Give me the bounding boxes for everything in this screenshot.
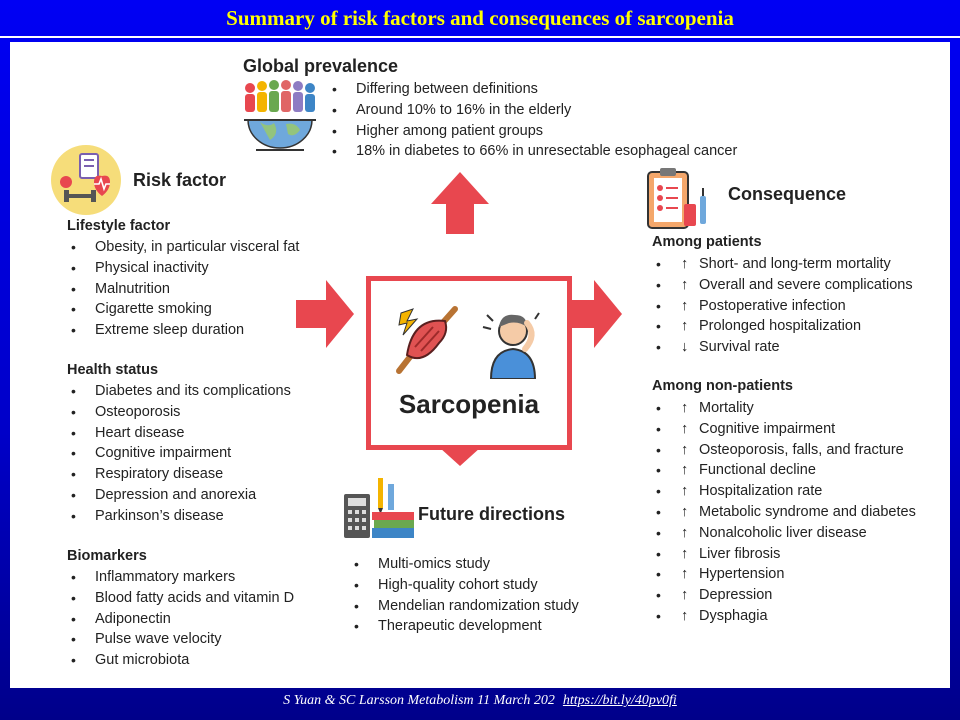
future-directions-title: Future directions: [418, 504, 566, 524]
up-arrow-icon: ↑: [681, 483, 689, 500]
list-item-text: Postoperative infection: [699, 297, 846, 314]
among-patients-title: Among patients: [652, 234, 762, 250]
list-item-text: Survival rate: [699, 339, 780, 356]
consequence-title: Consequence: [728, 184, 847, 204]
list-item: • Malnutrition: [67, 279, 299, 300]
up-arrow-icon: ↑: [681, 607, 689, 624]
list-item: • Higher among patient groups: [328, 121, 737, 142]
up-arrow-icon: ↑: [681, 462, 689, 479]
list-item: • Respiratory disease: [67, 464, 291, 485]
list-item-text: Mortality: [699, 400, 754, 416]
global-prevalence-title: Global prevalence: [243, 56, 399, 76]
list-item: [652, 337, 913, 358]
up-arrow-icon: ↑: [681, 441, 689, 458]
lifestyle-factor-title: Lifestyle factor: [67, 218, 171, 234]
list-item: [652, 544, 916, 565]
health-status-title: Health status: [67, 362, 159, 378]
future-directions-list: [350, 554, 579, 637]
among-non-patients-title: Among non-patients: [652, 378, 793, 394]
person-pain-icon: [479, 305, 547, 379]
list-item-text: Hypertension: [699, 566, 785, 583]
list-item: • Blood fatty acids and vitamin D: [67, 588, 294, 609]
diagram-panel: [10, 42, 950, 688]
list-item: • Multi-omics study: [350, 554, 579, 575]
up-arrow-icon: ↑: [681, 256, 689, 272]
up-arrow-icon: ↑: [681, 545, 689, 562]
list-item: • Gut microbiota: [67, 650, 294, 671]
list-item-text: Depression: [699, 587, 773, 604]
list-item-text: Short- and long-term mortality: [699, 256, 891, 272]
list-item: • Physical inactivity: [67, 258, 299, 279]
citation-footer: [0, 688, 960, 714]
list-item-text: Hospitalization rate: [699, 483, 823, 500]
list-item: • Osteoporosis: [67, 402, 291, 423]
list-item: • Obesity, in particular visceral fat: [67, 237, 299, 258]
list-item: • Depression and anorexia: [67, 485, 291, 506]
up-arrow-icon: ↑: [681, 318, 689, 335]
list-item: • Differing between definitions: [328, 79, 737, 100]
list-item-text: Osteoporosis, falls, and fracture: [699, 441, 904, 458]
list-item: [652, 502, 916, 523]
up-arrow-icon: ↑: [681, 524, 689, 541]
muscle-icon: [393, 303, 461, 377]
list-item-text: Metabolic syndrome and diabetes: [699, 503, 916, 520]
list-item: [652, 419, 916, 440]
up-arrow-icon: ↑: [681, 566, 689, 583]
title-divider: [0, 36, 960, 38]
list-item-text: Functional decline: [699, 462, 816, 479]
list-item: [652, 440, 916, 461]
arrow-out-right: [566, 280, 622, 348]
list-item: • Pulse wave velocity: [67, 629, 294, 650]
among-patients-list: [652, 254, 913, 358]
sarcopenia-box: [366, 276, 572, 450]
list-item: [652, 296, 913, 317]
page-title: Summary of risk factors and consequences of sarcopenia: [226, 5, 734, 30]
list-item: • Around 10% to 16% in the elderly: [328, 100, 737, 121]
list-item: • Cigarette smoking: [67, 299, 299, 320]
list-item: [652, 398, 916, 419]
list-item: • Diabetes and its complications: [67, 381, 291, 402]
sarcopenia-label: Sarcopenia: [398, 389, 540, 419]
list-item-text: Dysphagia: [699, 607, 768, 624]
list-item: • Therapeutic development: [350, 616, 579, 637]
list-item: [652, 585, 916, 606]
list-item: [652, 316, 913, 337]
up-arrow-icon: ↑: [681, 587, 689, 604]
source-link[interactable]: https://bit.ly/40pv0fi: [562, 693, 677, 708]
list-item: [652, 275, 913, 296]
up-arrow-icon: ↑: [681, 297, 689, 314]
risk-factor-title: Risk factor: [133, 170, 227, 190]
list-item: [652, 523, 916, 544]
list-item: [652, 254, 913, 275]
list-item: [652, 481, 916, 502]
biomarkers-title: Biomarkers: [67, 548, 147, 564]
arrow-in-left: [296, 280, 354, 348]
list-item: • Inflammatory markers: [67, 567, 294, 588]
list-item-text: Nonalcoholic liver disease: [699, 524, 867, 541]
list-item-text: Liver fibrosis: [699, 545, 781, 562]
list-item: • Mendelian randomization study: [350, 596, 579, 617]
among-non-patients-list: [652, 398, 916, 627]
up-arrow-icon: ↑: [681, 276, 689, 293]
list-item: • High-quality cohort study: [350, 575, 579, 596]
clipboard-icon: [644, 166, 712, 234]
list-item: • Adiponectin: [67, 609, 294, 630]
list-item: [652, 606, 916, 627]
list-item: • Cognitive impairment: [67, 443, 291, 464]
books-icon: [342, 476, 416, 540]
list-item: • Extreme sleep duration: [67, 320, 299, 341]
up-arrow-icon: ↑: [681, 420, 689, 437]
list-item: [652, 564, 916, 585]
list-item: • 18% in diabetes to 66% in unresectable esophageal cancer: [328, 141, 737, 162]
list-item-text: Cognitive impairment: [699, 420, 836, 437]
arrow-out-top: [431, 172, 489, 234]
list-item-text: Prolonged hospitalization: [699, 318, 862, 335]
citation-text: S Yuan & SC Larsson Metabolism 11 March 202: [283, 693, 555, 708]
down-arrow-icon: ↓: [681, 339, 689, 356]
list-item: • Parkinson’s disease: [67, 506, 291, 527]
list-item: [652, 460, 916, 481]
list-item: • Heart disease: [67, 423, 291, 444]
list-item-text: Overall and severe complications: [699, 276, 913, 293]
up-arrow-icon: ↑: [681, 503, 689, 520]
up-arrow-icon: ↑: [681, 400, 689, 416]
